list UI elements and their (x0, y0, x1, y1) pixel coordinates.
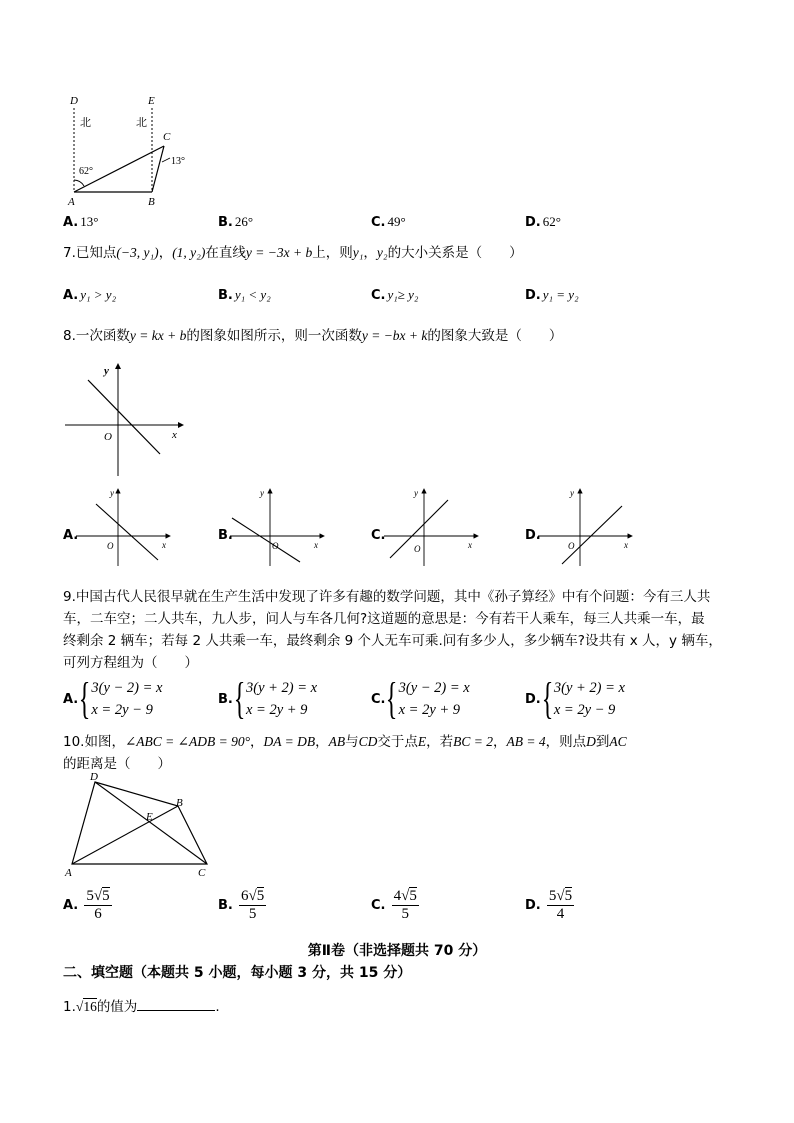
q6-option-b[interactable]: B. 26° (218, 214, 254, 230)
q6-option-d[interactable]: D. 62° (525, 214, 561, 230)
q6-option-a[interactable]: A. 13° (63, 214, 99, 230)
axis-y: y (570, 488, 574, 498)
q8-graph-c[interactable] (384, 486, 484, 566)
q8-option-d[interactable]: D. (525, 528, 541, 543)
origin: O (414, 544, 421, 554)
q7-option-a[interactable]: A. y₁ > y₂ (63, 287, 117, 303)
question-10: 10.如图，∠ABC = ∠ADB = 90°，DA = DB，AB与CD交于点E，若BC = 2，AB = 4，则点D到AC 的距离是（ ） (63, 734, 627, 772)
axis-y: y (260, 488, 264, 498)
origin: O (107, 541, 114, 551)
q9-option-d[interactable]: D. { 3(y + 2) = x x = 2y − 9 (525, 674, 625, 723)
section-2-heading: 二、填空题（本题共 5 小题，每小题 3 分，共 15 分） (63, 965, 412, 981)
label-e: E (148, 95, 155, 107)
label-b: B (148, 196, 155, 208)
q8-option-c[interactable]: C. (371, 528, 386, 543)
label-c: C (163, 131, 171, 143)
label-d: D (70, 95, 78, 107)
axis-x: x (624, 540, 628, 550)
q10-option-c[interactable]: C. $\frac{4√5}{5}$ (371, 888, 417, 922)
angle-13: 13° (171, 156, 185, 167)
axis-x: x (314, 540, 318, 550)
q8-main-graph (60, 360, 190, 478)
axis-y: y (414, 488, 418, 498)
q7-option-b[interactable]: B. y₁ < y₂ (218, 287, 271, 303)
axis-y: y (110, 488, 114, 498)
q8-graph-b[interactable] (230, 486, 330, 566)
q6-option-c[interactable]: C. 49° (371, 214, 406, 230)
question-8: 8.一次函数y = kx + b的图象如图所示，则一次函数y = −bx + k的图象大致是（ ） (63, 328, 563, 344)
question-7: 7.已知点(−3, y₁)，(1, y₂)在直线y = −3x + b上，则y₁，y₂的大小关系是（ ） (63, 245, 523, 261)
label-b: B (176, 797, 183, 809)
label-e: E (146, 811, 153, 823)
origin: O (104, 431, 112, 443)
label-c: C (198, 867, 206, 879)
q9-option-b[interactable]: B. { 3(y + 2) = x x = 2y + 9 (218, 674, 318, 723)
north-left: 北 (80, 117, 91, 129)
q10-option-a[interactable]: A. $\frac{5√5}{6}$ (63, 888, 110, 922)
q8-graph-d[interactable] (538, 486, 638, 566)
part-2-title: 第Ⅱ卷（非选择题共 70 分） (307, 943, 487, 959)
north-right: 北 (136, 117, 147, 129)
question-9: 9.中国古代人民很早就在生产生活中发现了许多有趣的数学问题，其中《孙子算经》中有个问题：今有三人共 车，二车空；二人共车，九人步，问人与车各几何?这道题的意思是：今有若干人乘车，每三人共乘一车，最 终剩余 2 辆车；若每 2 人共乘一车，最终剩余 9 个人无车可乘.问有多少人，多少辆车?设共有 x 人，y 辆车， 可列方程组为（ ） (63, 589, 722, 671)
q9-option-c[interactable]: C. { 3(y − 2) = x x = 2y + 9 (371, 674, 470, 723)
origin: O (568, 541, 575, 551)
axis-x: x (172, 429, 177, 441)
origin: O (272, 541, 279, 551)
q9-option-a[interactable]: A. { 3(y − 2) = x x = 2y − 9 (63, 674, 163, 723)
label-d: D (90, 771, 98, 783)
label-a: A (68, 196, 75, 208)
q8-option-b[interactable]: B. (218, 528, 233, 543)
q10-option-d[interactable]: D. $\frac{5√5}{4}$ (525, 888, 573, 922)
answer-blank[interactable] (137, 996, 215, 1011)
q10-option-b[interactable]: B. $\frac{6√5}{5}$ (218, 888, 265, 922)
axis-y: y (104, 365, 109, 377)
q10-figure (62, 770, 217, 880)
angle-62: 62° (79, 166, 93, 177)
q8-graph-a[interactable] (76, 486, 176, 566)
q7-option-d[interactable]: D. y₁ = y₂ (525, 287, 579, 303)
q7-option-c[interactable]: C. y₁≥ y₂ (371, 287, 419, 303)
axis-x: x (162, 540, 166, 550)
label-a: A (65, 867, 72, 879)
axis-x: x (468, 540, 472, 550)
bearing-figure (58, 92, 208, 210)
q8-option-a[interactable]: A. (63, 528, 79, 543)
fill-question-1: 1.√16的值为 . (63, 996, 220, 1018)
